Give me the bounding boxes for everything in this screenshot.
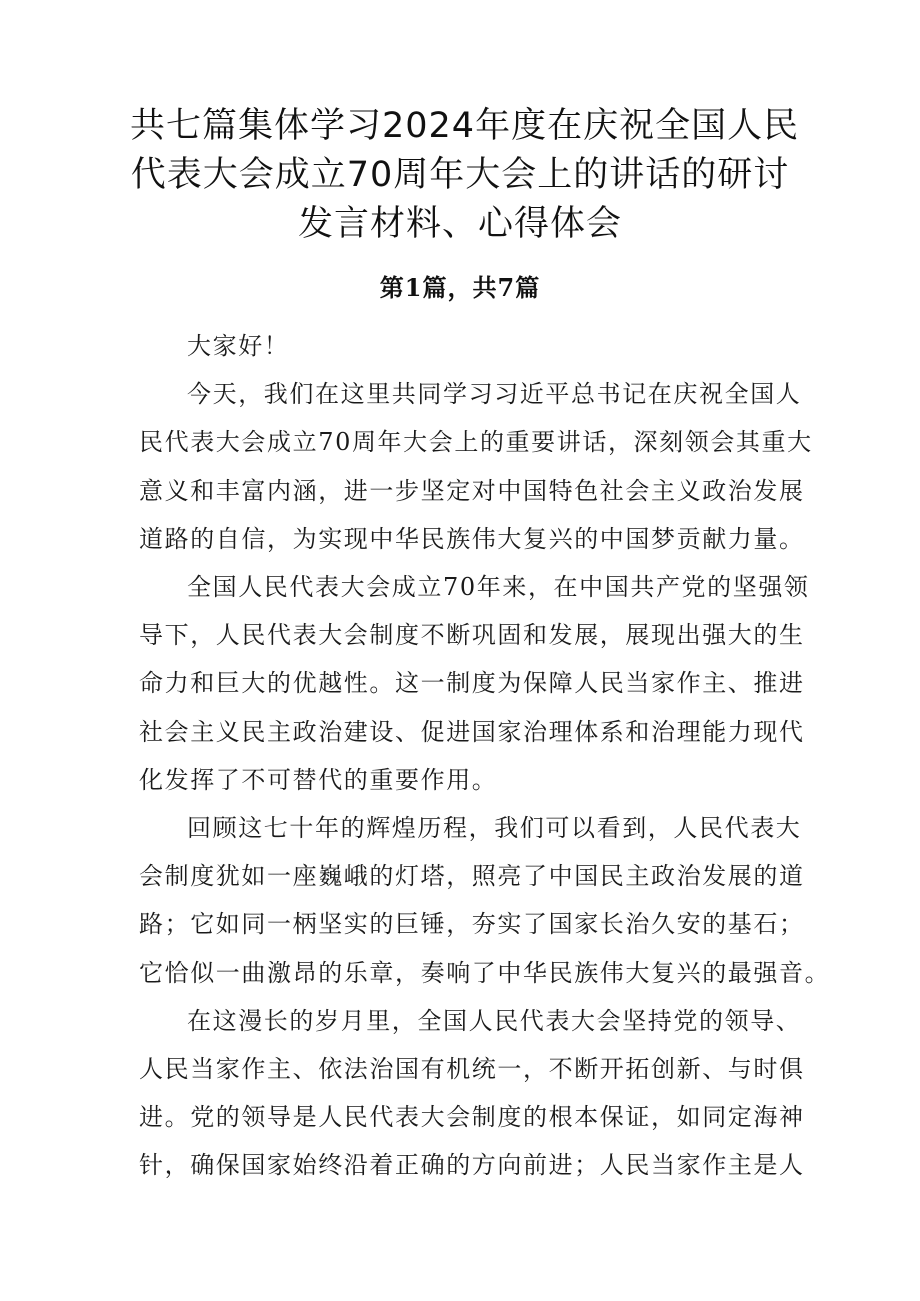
greeting: 大家好！ [187,332,290,360]
text-line: 今天，我们在这里共同学习习近平总书记在庆祝全国人 [187,380,802,409]
part-indicator: 第1篇，共7篇 [379,273,541,302]
title-line: 代表大会成立70周年大会上的讲话的研讨 [130,155,790,195]
text-line: 化发挥了不可替代的重要作用。 [139,765,498,794]
title-line: 发言材料、心得体会 [297,204,622,244]
text-line: 命力和巨大的优越性。这一制度为保障人民当家作主、推进 [139,669,805,698]
text-line: 道路的自信，为实现中华民族伟大复兴的中国梦贡献力量。 [139,524,805,553]
text-line: 进。党的领导是人民代表大会制度的根本保证，如同定海神 [139,1103,805,1132]
text-line: 意义和丰富内涵，进一步坚定对中国特色社会主义政治发展 [139,476,805,505]
document-title [130,102,800,249]
text-line: 人民当家作主、依法治国有机统一，不断开拓创新、与时俱 [139,1055,805,1084]
text-line: 在这漫长的岁月里，全国人民代表大会坚持党的领导、 [187,1006,802,1035]
text-line: 全国人民代表大会成立70年来，在中国共产党的坚强领 [187,573,810,602]
text-line: 它恰似一曲激昂的乐章，奏响了中华民族伟大复兴的最强音。 [139,958,831,987]
text-line: 会制度犹如一座巍峨的灯塔，照亮了中国民主政治发展的道 [139,862,805,891]
paragraph [139,997,805,1190]
paragraph [139,370,813,563]
paragraph [139,563,810,804]
document-body [139,322,831,1190]
title-line: 共七篇集体学习2024年度在庆祝全国人民 [130,106,800,146]
text-line: 社会主义民主政治建设、促进国家治理体系和治理能力现代 [139,717,805,746]
text-line: 针，确保国家始终沿着正确的方向前进；人民当家作主是人 [139,1151,805,1180]
text-line: 民代表大会成立70周年大会上的重要讲话，深刻领会其重大 [139,428,813,457]
text-line: 路；它如同一柄坚实的巨锤，夯实了国家长治久安的基石； [139,910,805,939]
paragraph [139,804,831,997]
text-line: 导下，人民代表大会制度不断巩固和发展，展现出强大的生 [139,621,805,650]
text-line: 回顾这七十年的辉煌历程，我们可以看到，人民代表大 [187,814,802,843]
